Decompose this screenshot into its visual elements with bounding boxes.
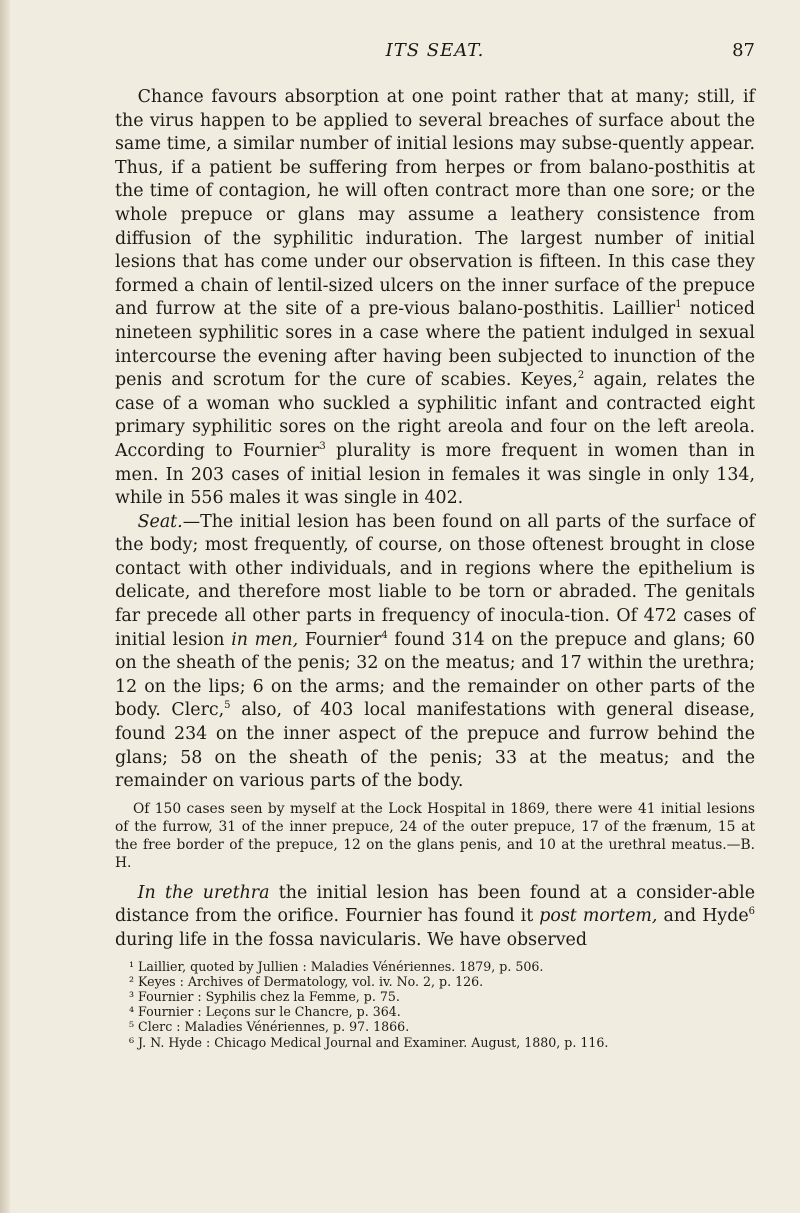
italic-phrase: post mortem, <box>539 906 658 927</box>
footnote-1: ¹ Laillier, quoted by Jullien : Maladies Vénériennes. 1879, p. 506. <box>129 958 544 974</box>
text-span: again, relates the case of a woman who suckled a syphilitic infant and contracted eight primary syphilitic sores on the right areola and four on the left areola. According to Fournier <box>115 370 755 461</box>
paragraph-plurality <box>115 86 755 511</box>
text-span: the initial lesion has been found at a consider-able distance from the orifice. Fournier has found it <box>115 882 755 927</box>
paragraph-urethra <box>115 882 755 953</box>
text-span: —The initial lesion has been found on all parts of the surface of the body; most frequently, of course, on those oftenest brought in close contact with other individuals, and in regions where the epithelium is delicate, and therefore most liable to be torn or abraded. The genitals far precede all other parts in frequency of inocula-tion. Of 472 cases of initial lesion <box>115 511 755 650</box>
footnote-4: ⁴ Fournier : Leçons sur le Chancre, p. 364. <box>129 1004 401 1020</box>
body-text <box>115 86 755 953</box>
footnote-5: ⁵ Clerc : Maladies Vénériennes, p. 97. 1866. <box>129 1019 410 1035</box>
footnote-ref-4: 4 <box>381 629 388 641</box>
text-span: also, of 403 local manifestations with general disease, found 234 on the inner aspect of the prepuce and furrow behind the glans; 58 on the sheath of the penis; 33 at the meatus; and the remainder on various parts of the body. <box>115 700 755 792</box>
footnotes <box>115 959 755 1050</box>
footnote-ref-2: 2 <box>577 370 585 382</box>
text-span: noticed nineteen syphilitic sores in a case where the patient indulged in sexual intercourse the evening after having been subjected to inunction of the penis and scrotum for the cure of scabies. Keyes, <box>115 299 755 391</box>
italic-phrase: In the urethra <box>137 882 270 903</box>
italic-phrase: in men, <box>231 629 299 650</box>
paragraph-seat <box>115 511 755 794</box>
text-span: and Hyde <box>657 906 749 927</box>
footnote-6: ⁶ J. N. Hyde : Chicago Medical Journal and Examiner. August, 1880, p. 116. <box>129 1034 609 1050</box>
book-binding-edge <box>0 0 10 1213</box>
text-span: Laillier <box>604 299 676 320</box>
running-title: ITS SEAT. <box>385 40 485 61</box>
text-span: plurality is more frequent in women than in men. In 203 cases of initial lesion in females it was single in only 134, while in 556 males it was single in 402. <box>115 440 755 509</box>
text-span: during life in the fossa navicularis. We have observed <box>115 930 587 950</box>
footnote-ref-1: 1 <box>675 299 682 311</box>
footnote-ref-3: 3 <box>319 441 326 453</box>
footnote-3: ³ Fournier : Syphilis chez la Femme, p. 75. <box>129 989 400 1004</box>
footnote-2: ² Keyes : Archives of Dermatology, vol. iv. No. 2, p. 126. <box>129 973 484 989</box>
section-run-in-heading: Seat. <box>137 511 183 532</box>
paragraph-text: Chance favours absorption at one point rather that at many; still, if the virus happen to be applied to several breaches of surface about the same time, a similar number of initial lesions may subse-quently appear. Thus, if a patient be suffering from herpes or from balano-posthitis at the time of contagion, he will often contract more than one sore; or the whole prepuce or glans may assume a leathery consistence from diffusion of the syphilitic induration. The largest number of initial lesions that has come under our observation is fifteen. In this case they formed a chain of lentil-sized ulcers on the inner surface of the prepuce and furrow at the site of a pre-vious balano-posthitis. <box>115 87 755 320</box>
footnote-ref-5: 5 <box>224 700 231 712</box>
running-header <box>115 40 755 68</box>
editor-note: Of 150 cases seen by myself at the Lock Hospital in 1869, there were 41 initial lesions of the furrow, 31 of the inner prepuce, 24 of the outer prepuce, 17 of the frænum, 15 at the free border of the prepuce, 12 on the glans penis, and 10 at the urethral meatus.—B. H. <box>115 800 755 871</box>
footnote-ref-6: 6 <box>748 906 755 918</box>
book-page <box>115 40 755 1050</box>
text-span: Fournier <box>298 629 382 650</box>
page-number: 87 <box>732 40 755 61</box>
text-span: found 314 on the prepuce and glans; 60 on the sheath of the penis; 32 on the meatus; and 17 within the urethra; 12 on the lips; 6 on the arms; and the remainder on other parts of the body. Clerc, <box>115 629 755 721</box>
